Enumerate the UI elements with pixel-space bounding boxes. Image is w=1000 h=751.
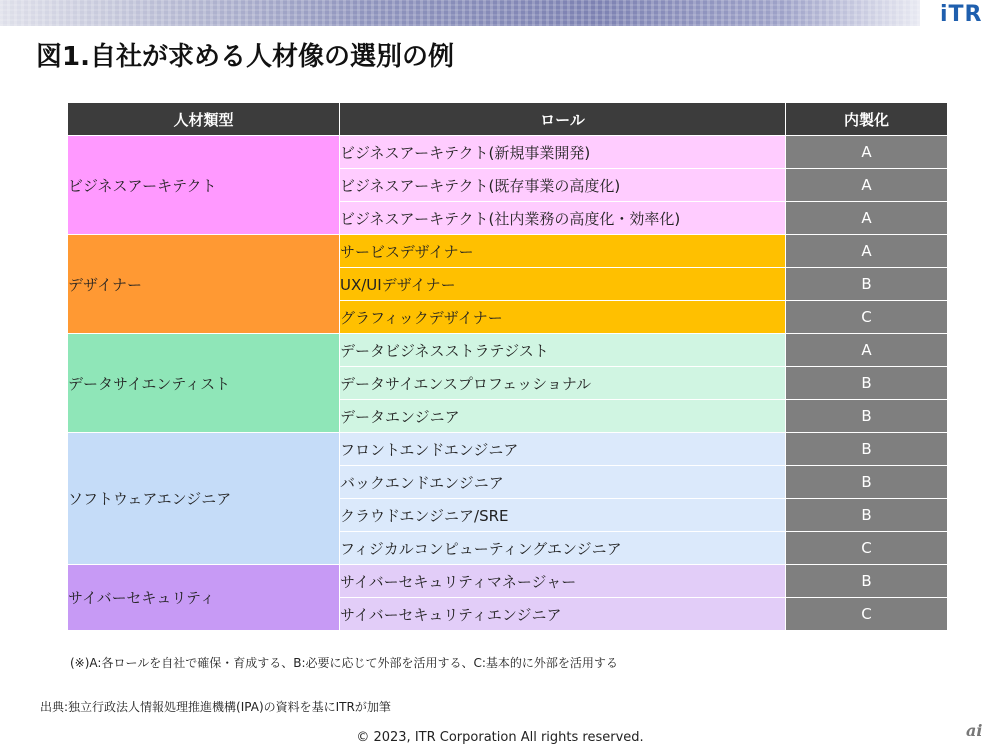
role-cell: ビジネスアーキテクト(既存事業の高度化) <box>340 169 786 202</box>
copyright-footer: © 2023, ITR Corporation All rights reserved. <box>356 730 644 745</box>
ai-watermark-logo: ai <box>966 721 983 740</box>
role-cell: データサイエンスプロフェッショナル <box>340 367 786 400</box>
category-cell: サイバーセキュリティ <box>68 565 340 631</box>
table-row <box>68 433 948 466</box>
itr-logo: iTR <box>940 2 983 27</box>
table-body <box>68 136 948 631</box>
insourcing-grade-cell: B <box>786 565 948 598</box>
insourcing-grade-cell: B <box>786 466 948 499</box>
header-category: 人材類型 <box>68 103 340 136</box>
insourcing-grade-cell: C <box>786 301 948 334</box>
role-cell: ビジネスアーキテクト(社内業務の高度化・効率化) <box>340 202 786 235</box>
category-cell: データサイエンティスト <box>68 334 340 433</box>
table-row <box>68 334 948 367</box>
role-cell: サイバーセキュリティエンジニア <box>340 598 786 631</box>
role-cell: サービスデザイナー <box>340 235 786 268</box>
insourcing-grade-cell: A <box>786 202 948 235</box>
header-pattern-band <box>0 0 920 26</box>
insourcing-grade-cell: B <box>786 433 948 466</box>
insourcing-grade-cell: B <box>786 268 948 301</box>
talent-role-table <box>67 102 948 631</box>
category-cell: デザイナー <box>68 235 340 334</box>
table-header-row <box>68 103 948 136</box>
role-cell: UX/UIデザイナー <box>340 268 786 301</box>
insourcing-grade-cell: B <box>786 367 948 400</box>
insourcing-grade-cell: C <box>786 532 948 565</box>
role-cell: フィジカルコンピューティングエンジニア <box>340 532 786 565</box>
role-cell: ビジネスアーキテクト(新規事業開発) <box>340 136 786 169</box>
table-row <box>68 565 948 598</box>
header-role: ロール <box>340 103 786 136</box>
insourcing-grade-cell: A <box>786 334 948 367</box>
page-title: 図1.自社が求める人材像の選別の例 <box>36 42 454 72</box>
insourcing-grade-cell: B <box>786 400 948 433</box>
table-row <box>68 235 948 268</box>
role-cell: グラフィックデザイナー <box>340 301 786 334</box>
header-insourcing: 内製化 <box>786 103 948 136</box>
category-cell: ソフトウェアエンジニア <box>68 433 340 565</box>
insourcing-grade-cell: A <box>786 136 948 169</box>
category-cell: ビジネスアーキテクト <box>68 136 340 235</box>
role-cell: サイバーセキュリティマネージャー <box>340 565 786 598</box>
role-cell: データビジネスストラテジスト <box>340 334 786 367</box>
grade-legend-note: (※)A:各ロールを自社で確保・育成する、B:必要に応じて外部を活用する、C:基本的に外部を活用する <box>70 656 618 670</box>
insourcing-grade-cell: B <box>786 499 948 532</box>
insourcing-grade-cell: C <box>786 598 948 631</box>
role-cell: フロントエンドエンジニア <box>340 433 786 466</box>
table-row <box>68 136 948 169</box>
insourcing-grade-cell: A <box>786 169 948 202</box>
role-cell: バックエンドエンジニア <box>340 466 786 499</box>
role-cell: クラウドエンジニア/SRE <box>340 499 786 532</box>
insourcing-grade-cell: A <box>786 235 948 268</box>
role-cell: データエンジニア <box>340 400 786 433</box>
source-citation: 出典:独立行政法人情報処理推進機構(IPA)の資料を基にITRが加筆 <box>40 700 391 714</box>
